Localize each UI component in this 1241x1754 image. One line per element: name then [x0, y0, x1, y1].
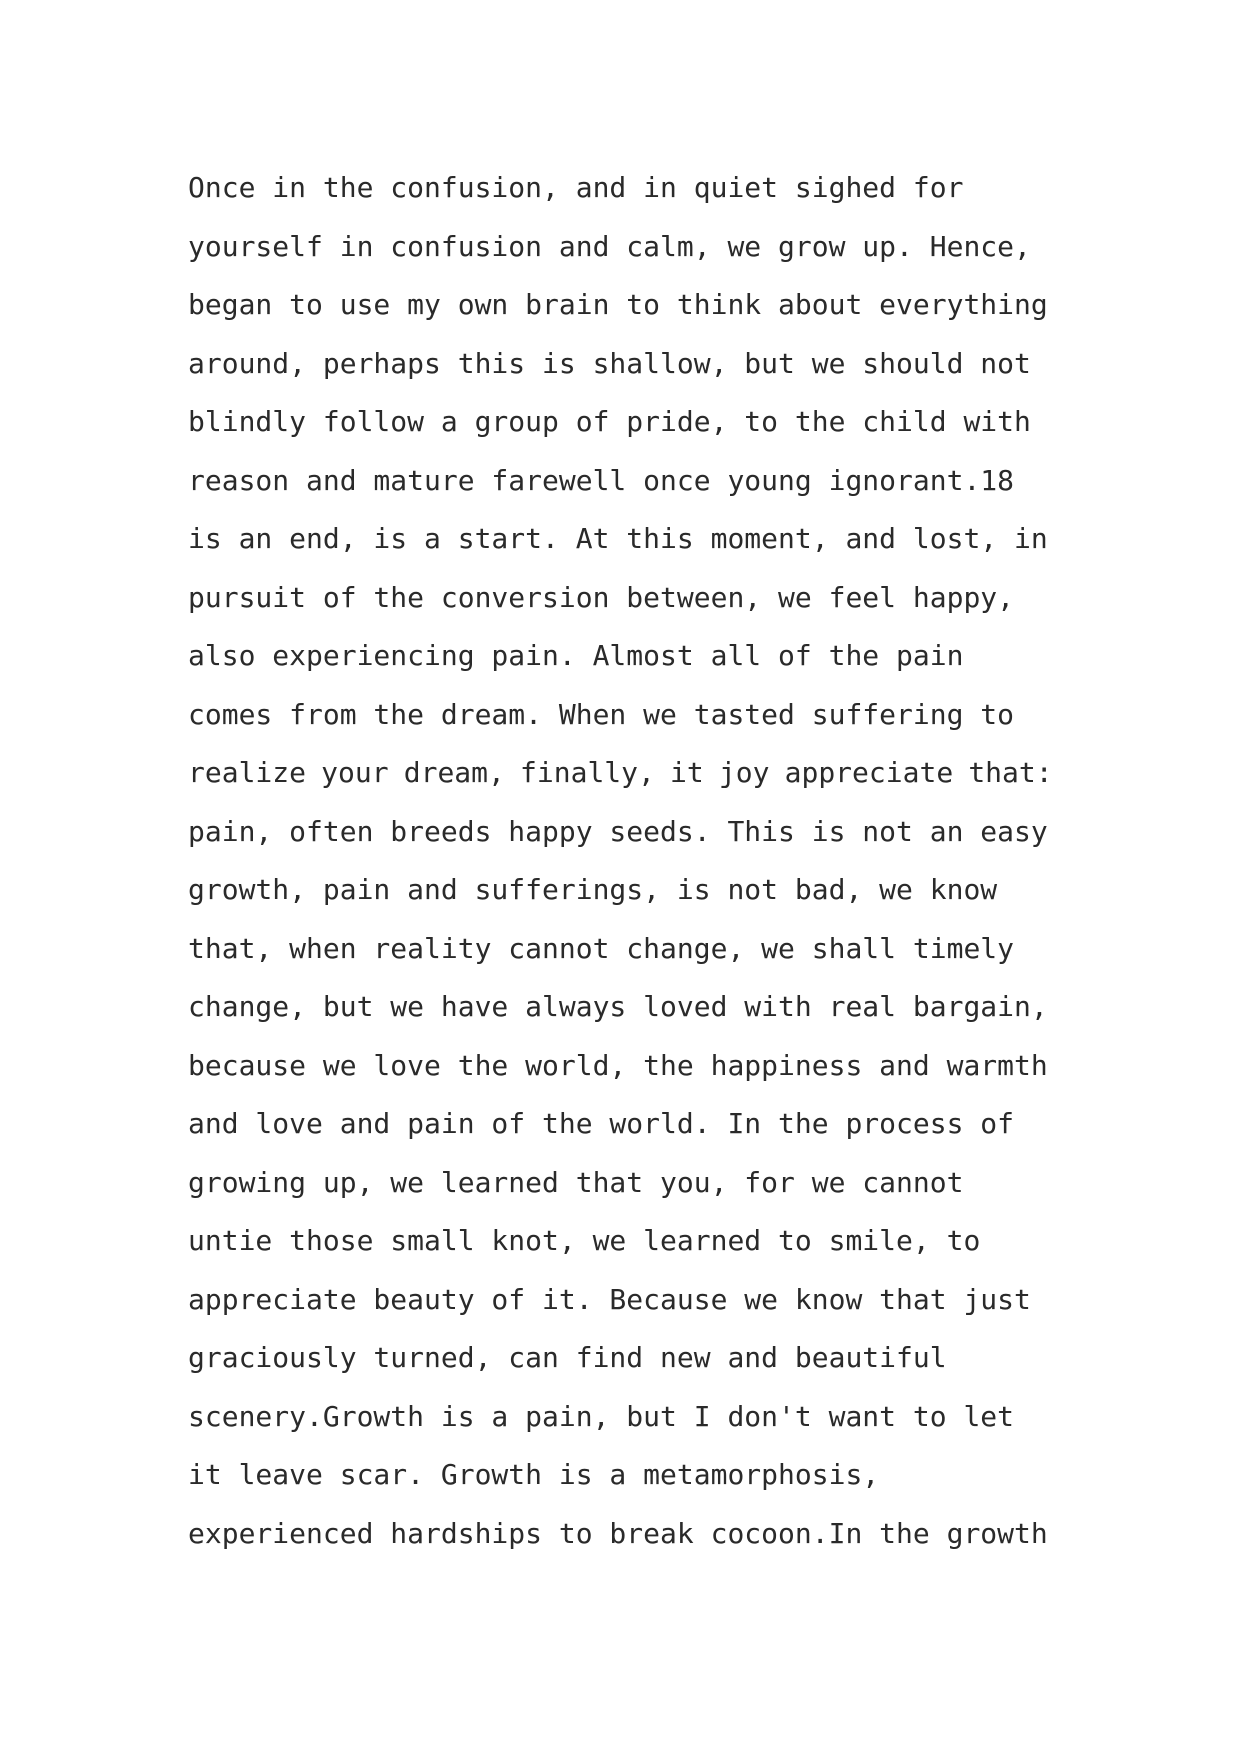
text-line: is an end, is a start. At this moment, and lost, in [188, 522, 1048, 555]
text-line: began to use my own brain to think about everything [188, 288, 1048, 321]
text-line: change, but we have always loved with real bargain, [188, 990, 1048, 1023]
text-line: growth, pain and sufferings, is not bad, we know [188, 873, 998, 906]
text-line: around, perhaps this is shallow, but we should not [188, 346, 1031, 380]
text-line: untie those small knot, we learned to smile, to [188, 1224, 981, 1257]
text-line: also experiencing pain. Almost all of the pain [188, 639, 964, 672]
body-text [188, 159, 1053, 1563]
text-line: because we love the world, the happiness and warmth [188, 1048, 1048, 1082]
text-line: scenery.Growth is a pain, but I don't want to let [188, 1399, 1015, 1433]
text-line: blindly follow a group of pride, to the child with [188, 405, 1031, 438]
text-line: pursuit of the conversion between, we feel happy, [188, 580, 1015, 614]
text-line: experienced hardships to break cocoon.In the growth [188, 1516, 1048, 1550]
text-line: yourself in confusion and calm, we grow up. Hence, [188, 229, 1031, 263]
text-line: that, when reality cannot change, we shall timely [188, 931, 1015, 965]
text-line: growing up, we learned that you, for we cannot [188, 1165, 964, 1199]
text-line: it leave scar. Growth is a metamorphosis, [188, 1458, 880, 1491]
text-line: graciously turned, can find new and beautiful [188, 1341, 947, 1374]
text-line: and love and pain of the world. In the process of [188, 1107, 1015, 1140]
text-line: Once in the confusion, and in quiet sighed for [188, 171, 964, 204]
text-line: reason and mature farewell once young ignorant.18 [188, 463, 1015, 497]
text-line: pain, often breeds happy seeds. This is not an easy [188, 814, 1048, 848]
text-line: comes from the dream. When we tasted suffering to [188, 697, 1015, 731]
text-line: appreciate beauty of it. Because we know that just [188, 1282, 1031, 1316]
text-line: realize your dream, finally, it joy appreciate that: [188, 756, 1053, 789]
